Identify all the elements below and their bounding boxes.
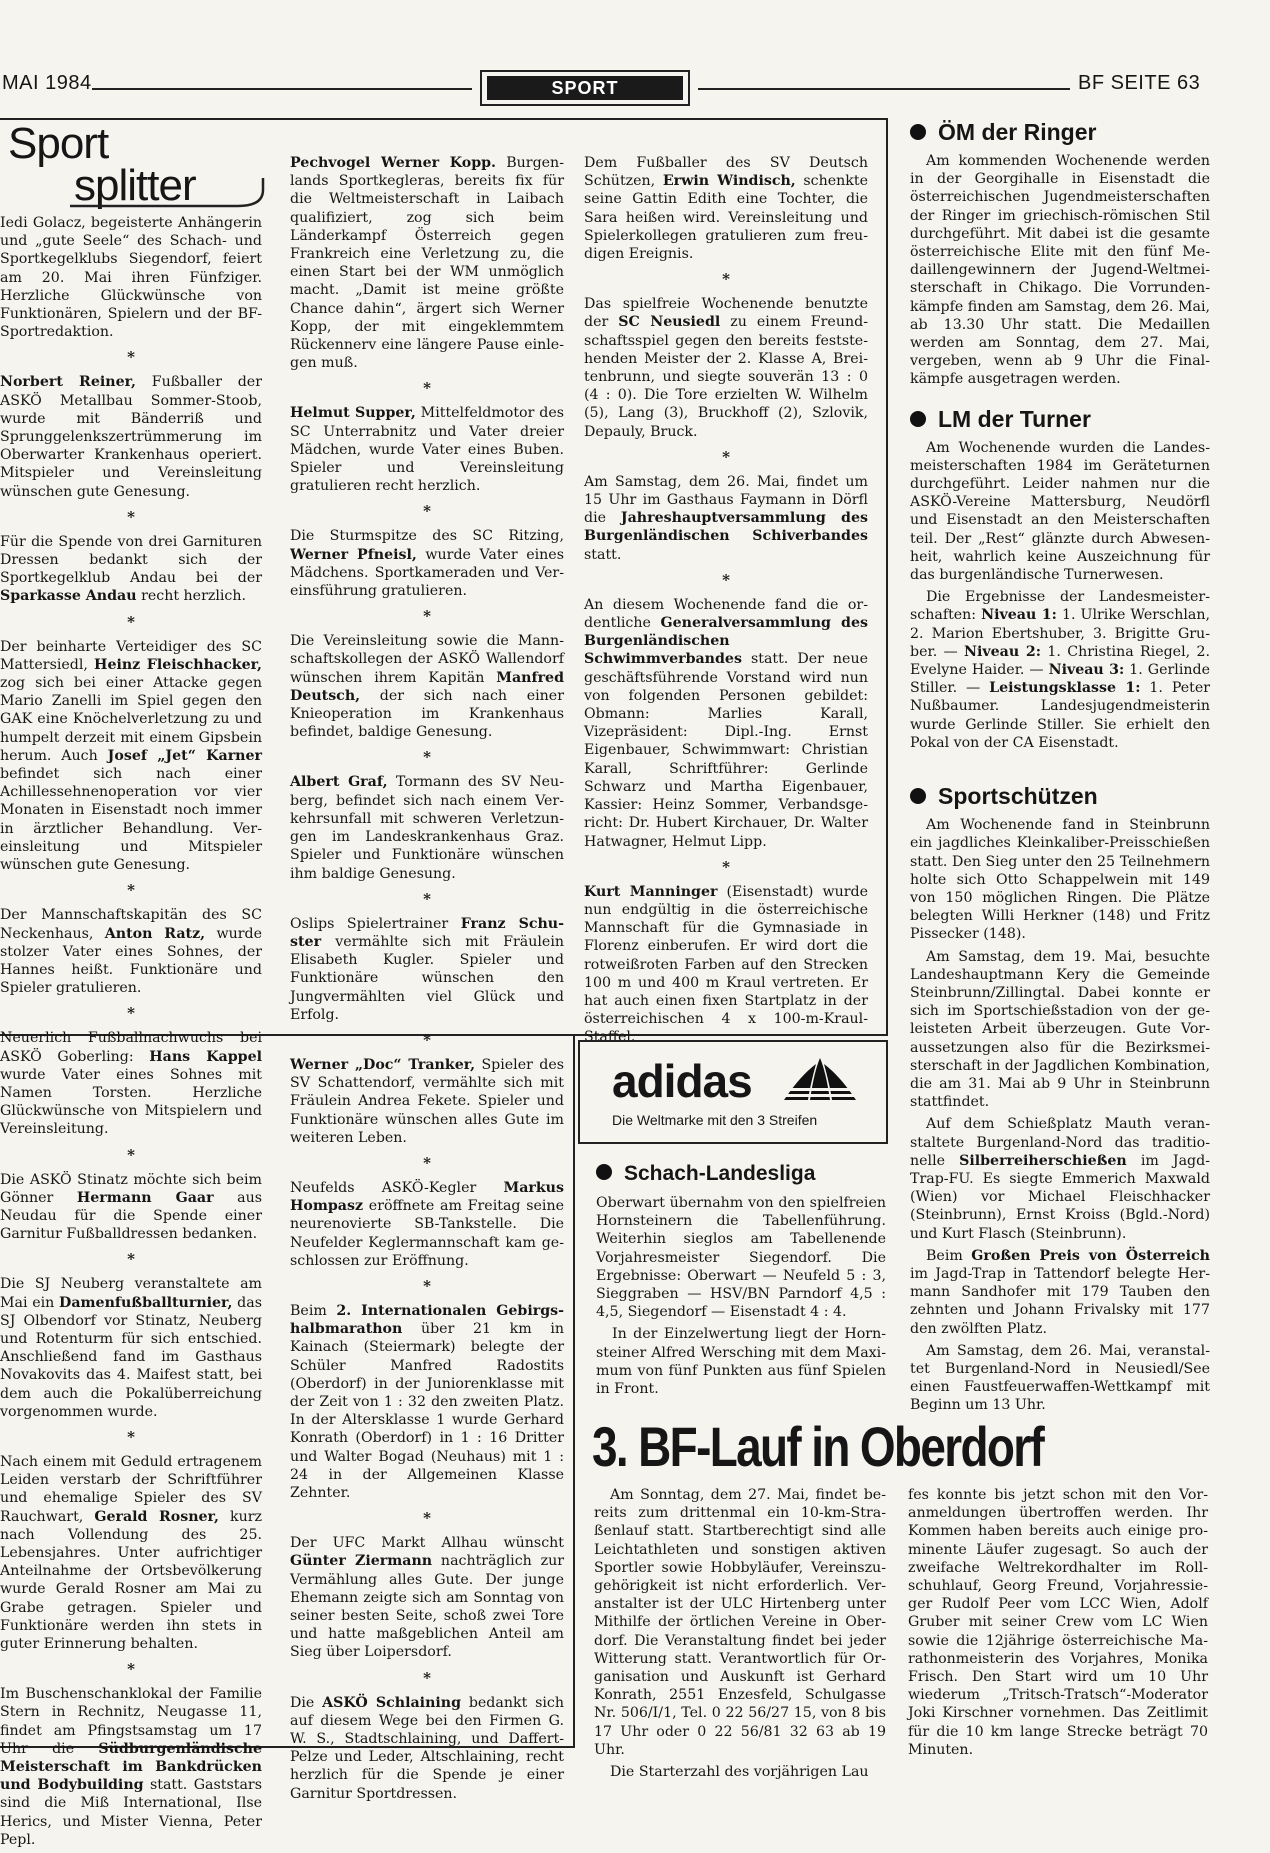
separator-star: * xyxy=(423,502,431,521)
schuetzen-heading: Sportschützen xyxy=(910,782,1210,810)
separator-star: * xyxy=(127,881,135,900)
schach-heading: Schach-Landesliga xyxy=(596,1160,886,1188)
bullet-icon xyxy=(910,788,926,804)
separator-star: * xyxy=(127,1427,135,1446)
adidas-trefoil-icon xyxy=(780,1056,860,1102)
schach-section: Schach-Landesliga Oberwart übernahm von den spielfreien Hornsteinern die Tabellenführung. Weiterhin sieglos am Tabellenende Vorjahresmeister Siegendorf. Die Ergebnisse: Oberwart — Neufeld 5 : 3, Sieggraben — HSV/BN Parndorf 4,5 : 4,5, Siegendorf — Eisenstadt 4 : 4. In der Einzelwertung liegt der Hornsteiner Alfred Wersching mit dem Maximum von fünf Punkten aus fünf Spielen in Front. xyxy=(596,1162,886,1398)
separator-star: * xyxy=(423,607,431,626)
ringer-heading: ÖM der Ringer xyxy=(910,118,1210,146)
separator-star: * xyxy=(722,270,730,289)
issue-date: MAI 1984 xyxy=(2,72,92,94)
turner-heading: LM der Turner xyxy=(910,405,1210,433)
lauf-column-2: fes konnte bis jetzt schon mit den Voranmeldungen übertroffen werden. Ihr Kommen haben bereits auch einige prominente Läufer zugesagt. So auch der zweifache Weltrekordhalter im Rollschuhlauf, Georg Freund, Vorjahressieger Rudolf Peer vom LCC Wien, Adolf Gruber mit seiner Crew vom LC Wien sowie die 12jährige österreichische Marathonmeisterin des Vorjahres, Monika Frisch. Den Start wird um 10 Uhr wiederum „Tritsch-Tratsch“-Moderator Joki Kirschner vornehmen. Das Zeitlimit für die 10 km lange Strecke beträgt 70 Minuten. xyxy=(908,1487,1208,1758)
separator-star: * xyxy=(423,748,431,767)
separator-star: * xyxy=(423,1153,431,1172)
separator-star: * xyxy=(423,889,431,908)
section-banner xyxy=(480,70,690,106)
bullet-icon xyxy=(910,124,926,140)
separator-star: * xyxy=(423,1509,431,1528)
page-number: BF SEITE 63 xyxy=(1078,72,1201,94)
section-label: SPORT xyxy=(487,76,683,100)
separator-star: * xyxy=(127,1004,135,1023)
separator-star: * xyxy=(722,447,730,466)
sportsplitter-word-2: splitter xyxy=(74,161,196,210)
separator-star: * xyxy=(127,507,135,526)
header-rule-right xyxy=(698,88,1070,90)
separator-star: * xyxy=(127,1145,135,1164)
adidas-logo-text: adidas xyxy=(612,1055,752,1107)
separator-star: * xyxy=(127,348,135,367)
separator-star: * xyxy=(722,570,730,589)
right-column: ÖM der Ringer Am kommenden Wochenende werden in der Georgihalle in Eisenstadt die österreichischen Jugendmeisterschaften der Ringer im griechisch-römischen Stil durchgeführt. Mit dabei ist die gesamte österreichische Elite mit den fünf Medaillengewinnern der Jugend-Weltmeisterschaft in Chikago. Die Vorrundenkämpfe finden am Samstag, dem 26. Mai, ab 13.30 Uhr statt. Die Medaillen werden am Sonntag, dem 27. Mai, vergeben, wenn ab 9 Uhr die Finalkämpfe ausgetragen werden. LM der Turner Am Wochenende wurden die Landesmeisterschaften 1984 im Geräteturnen durchgeführt. Leider nahmen nur die ASKÖ-Vereine Mattersburg, Neudörfl und Eisenstadt an den Meisterschaften teil. Der „Rest“ glänzte durch Abwesenheit, wahrlich keine Auszeichnung für das burgenländische Turnerwesen. Die Ergebnisse der Landesmeisterschaften: Niveau 1: 1. Ulrike Werschlan, 2. Marion Ebertshuber, 3. Brigitte Gruber. — Niveau 2: 1. Christina Riegel, 2. Evelyne Haider. — Niveau 3: 1. Gerlinde Stiller. — Leistungsklasse 1: 1. Peter Nußbaumer. Landesjugendmeisterin wurde Gerlinde Stiller. Sie erhielt den Pokal von der CA Eisenstadt. Sportschützen Am Wochenende fand in Steinbrunn ein jagdliches Kleinkaliber-Preisschießen statt. Den Sieg unter den 25 Teilnehmern holte sich Otto Schappelwein mit 149 von 150 möglichen Ringen. Die Plätze belegten Willi Herkner (148) und Fritz Pissecker (148). Am Samstag, dem 19. Mai, besuchte Landeshauptmann Kery die Gemeinde Steinbrunn/Zillingtal. Dabei konnte er sich im Sportschießstadion von der geleisteten Arbeit überzeugen. Gute Voraussetzungen also für die Bezirksmeisterschaft in der Jagdlichen Kombination, die am 31. Mai ab 9 Uhr in Steinbrunn stattfindet. Auf dem Schießplatz Mauth veranstaltete Burgenland-Nord das traditionelle Silberreiherschießen im Jagd-Trap-FU. Es siegte Emmerich Maxwald (Wien) vor Michael Fleischhacker (Steinbrunn), Ernst Kroiss (Bgld.-Nord) und Kurt Flasch (Steinbrunn). Beim Großen Preis von Österreich im Jagd-Trap in Tattendorf belegte Hermann Sandhofer mit 179 Tauben den zehnten und Johann Frivalsky mit 177 den zwölften Platz. Am Samstag, dem 26. Mai, veranstaltet Burgenland-Nord in Neusiedl/See einen Faustfeuerwaffen-Wettkampf mit Beginn um 13 Uhr. xyxy=(910,119,1211,1414)
column-2: Pechvogel Werner Kopp. Burgenlands Sportkegleras, bereits fix für die Weltmeisterschaft in Laibach qualifiziert, zog sich beim Länderkampf Österreich gegen Frankreich eine Verletzung zu, die einen Start bei der WM unmöglich macht. „Damit ist meine größte Chance dahin“, ärgert sich Werner Kopp, der mit eingeklemmtem Rückennerv eine längere Pause einlegen muß. * Helmut Supper, Mittelfeldmotor des SC Unterrabnitz und Vater dreier Mädchen, wurde Vater eines Buben. Spieler und Vereinsleitung gratulieren recht herzlich. * Die Sturmspitze des SC Ritzing, Werner Pfneisl, wurde Vater eines Mädchens. Sportkameraden und Vereinsführung gratulieren. * Die Vereinsleitung sowie die Mannschaftskollegen der ASKÖ Wallendorf wünschen ihrem Kapitän Manfred Deutsch, der sich nach einer Knieoperation im Krankenhaus befindet, baldige Genesung. * Albert Graf, Tormann des SV Neuberg, befindet sich nach einem Verkehrsunfall mit schweren Verletzungen im Landeskrankenhaus Graz. Spieler und Funktionäre wünschen ihm baldige Genesung. * Oslips Spielertrainer Franz Schuster vermählte sich mit Fräulein Elisabeth Kugler. Spieler und Funktionäre wünschen den Jungvermählten viel Glück und Erfolg. * Werner „Doc“ Tranker, Spieler des SV Schattendorf, vermählte sich mit Fräulein Andrea Fekete. Spieler und Funktionäre wünschen alles Gute im weiteren Leben. * Neufelds ASKÖ-Kegler Markus Hompasz eröffnete am Freitag seine neurenovierte SB-Tankstelle. Die Neufelder Keglermannschaft kam geschlossen zur Eröffnung. * Beim 2. Internationalen Gebirgshalbmarathon über 21 km in Kainach (Steiermark) belegte der Schüler Manfred Radostits (Oberdorf) in der Juniorenklasse mit der Zeit von 1 : 32 den zweiten Platz. In der Altersklasse 1 wurde Gerhard Konrath (Oberdorf) in 1 : 16 Dritter und Walter Bogad (Neuhaus) mit 1 : 24 in der Allgemeinen Klasse Zehnter. * Der UFC Markt Allhau wünscht Günter Ziermann nachträglich zur Vermählung alles Gute. Der junge Ehemann zeigte sich am Sonntag von seiner besten Seite, schoß zwei Tore und hatte maßgeblichen Anteil am Sieg über Loipersdorf. * Die ASKÖ Schlaining bedankt sich auf diesem Wege bei den Firmen G. W. S., Stadtschlaining, und Daffert-Pelze und Leder, Altschlaining, recht herzlich für die Spende je einer Garnitur Sportdressen. xyxy=(290,155,564,1802)
separator-star: * xyxy=(423,1276,431,1295)
separator-star: * xyxy=(722,857,730,876)
header-rule-left xyxy=(92,88,472,90)
sportsplitter-underline xyxy=(68,176,268,210)
headline: 3. BF-Lauf in Oberdorf xyxy=(592,1415,1044,1478)
separator-star: * xyxy=(127,1660,135,1679)
separator-star: * xyxy=(423,1668,431,1687)
column-1: Iedi Golacz, begeisterte Anhängerin und „gute Seele“ des Schach- und Sportkegelklubs Siegendorf, feiert am 20. Mai ihren Fünfziger. Herzliche Glückwünsche von Funktionären, Spielern und der BF-Sportredaktion. * Norbert Reiner, Fußballer der ASKÖ Metallbau Sommer-Stoob, wurde mit Bänderriß und Sprunggelenkszertrümmerung im Oberwarter Krankenhaus operiert. Mitspieler und Vereinsleitung wünschen gute Genesung. * Für die Spende von drei Garnituren Dressen bedankt sich der Sportkegelklub Andau bei der Sparkasse Andau recht herzlich. * Der beinharte Verteidiger des SC Mattersiedl, Heinz Fleischhacker, zog sich bei einer Attacke gegen Mario Zanelli im Spiel gegen den GAK eine Knöchelverletzung zu und humpelt derzeit mit einem Gipsbein herum. Auch Josef „Jet“ Karner befindet sich nach einer Achillessehnenoperation vor vier Monaten in Eisenstadt noch immer in ärztlicher Behandlung. Vereinsleitung und Mitspieler wünschen gute Genesung. * Der Mannschaftskapitän des SC Neckenhaus, Anton Ratz, wurde stolzer Vater eines Sohnes, der Hannes heißt. Funktionäre und Spieler gratulieren. * Neuerlich Fußballnachwuchs bei ASKÖ Goberling: Hans Kappel wurde Vater eines Sohnes mit Namen Torsten. Herzliche Glückwünsche von Mitspielern und Vereinsleitung. * Die ASKÖ Stinatz möchte sich beim Gönner Hermann Gaar aus Neudau für die Spende einer Garnitur Fußballdressen bedanken. * Die SJ Neuberg veranstaltete am Mai ein Damenfußballturnier, das SJ Olbendorf vor Stinatz, Neuberg und Rotenturm für sich entschied. Anschließend fand im Gasthaus Novakovits das 4. Maifest statt, bei dem auch die Pokalüberreichung vorgenommen wurde. * Nach einem mit Geduld ertragenem Leiden verstarb der Schriftführer und ehemalige Spieler des SV Rauchwart, Gerald Rosner, kurz nach Vollendung des 25. Lebensjahres. Unter aufrichtiger Anteilnahme der Ortsbevölkerung wurde Gerald Rosner am Mai zu Grabe getragen. Spieler und Funktionäre werden ihn stets in guter Erinnerung behalten. * Im Buschenschanklokal der Familie Stern in Rechnitz, Neugasse 11, findet am Pfingstsamstag um 17 Uhr die Südburgenländische Meisterschaft im Bankdrücken und Bodybuilding statt. Gaststars sind die Miß International, Ilse Herics, und Mister Vienna, Peter Pepl. xyxy=(0,215,262,1848)
bullet-icon xyxy=(596,1164,612,1180)
separator-star: * xyxy=(423,379,431,398)
separator-star: * xyxy=(127,612,135,631)
sportsplitter-logo xyxy=(8,119,268,210)
adidas-ad xyxy=(578,1040,888,1144)
lauf-column-1: Am Sonntag, dem 27. Mai, findet bereits zum drittenmal ein 10-km-Straßenlauf statt. Startberechtigt sind alle Leichtathleten und sonstigen aktiven Sportler sowie Hobbyläufer, Vereinszugehörigkeit ist nicht erforderlich. Veranstalter ist der ULC Hirtenberg unter Mithilfe der örtlichen Vereine in Oberdorf. Die Veranstaltung findet bei jeder Witterung statt. Verantwortlich für Organisation und Auskunft ist Gerhard Konrath, 2551 Enzesfeld, Schulgasse Nr. 506/I/1, Tel. 0 22 56/27 15, von 8 bis 17 Uhr oder 0 22 56/81 32 63 ab 19 Uhr. Die Starterzahl des vorjährigen Lau xyxy=(594,1487,886,1781)
sportsplitter-word-1: Sport xyxy=(8,119,109,168)
separator-star: * xyxy=(423,1030,431,1049)
separator-star: * xyxy=(127,1250,135,1269)
adidas-slogan: Die Weltmarke mit den 3 Streifen xyxy=(612,1112,818,1128)
column-3: Dem Fußballer des SV Deutsch Schützen, Erwin Windisch, schenkte seine Gattin Edith eine Tochter, die Sara heißen wird. Vereinsleitung und Spielerkollegen gratulieren zum freudigen Ereignis. * Das spielfreie Wochenende benutzte der SC Neusiedl zu einem Freundschaftsspiel gegen den bereits feststehenden Meister der 2. Klasse A, Breitenbrunn, und siegte souverän 13 : 0 (4 : 0). Die Tore erzielten W. Wilhelm (5), Lang (3), Bruckhoff (2), Szlovik, Depauly, Bruck. * Am Samstag, dem 26. Mai, findet um 15 Uhr im Gasthaus Faymann in Dörfl die Jahreshauptversammlung des Burgenländischen Schiverbandes statt. * An diesem Wochenende fand die ordentliche Generalversammlung des Burgenländischen Schwimmverbandes statt. Der neue geschäftsführende Vorstand wird nun von folgenden Personen gebildet: Obmann: Marlies Karall, Vizepräsident: Dipl.-Ing. Ernst Eigenbauer, Schwimmwart: Christian Karall, Schriftführer: Gerlinde Schwarz und Martha Eigenbauer, Kassier: Heinz Sommer, Verbandsgericht: Dr. Hubert Kirchauer, Dr. Walter Hatwagner, Helmut Lipp. * Kurt Manninger (Eisenstadt) wurde nun endgültig in die österreichische Mannschaft für die Gymnasiade in Florenz einberufen. Er wird dort die rotweißroten Farben auf den Strecken 100 m und 400 m Kraul vertreten. Er hat auch einen fixen Startplatz in der österreichischen 4 x 100-m-Kraul-Staffel. xyxy=(584,155,868,1046)
bullet-icon xyxy=(910,411,926,427)
